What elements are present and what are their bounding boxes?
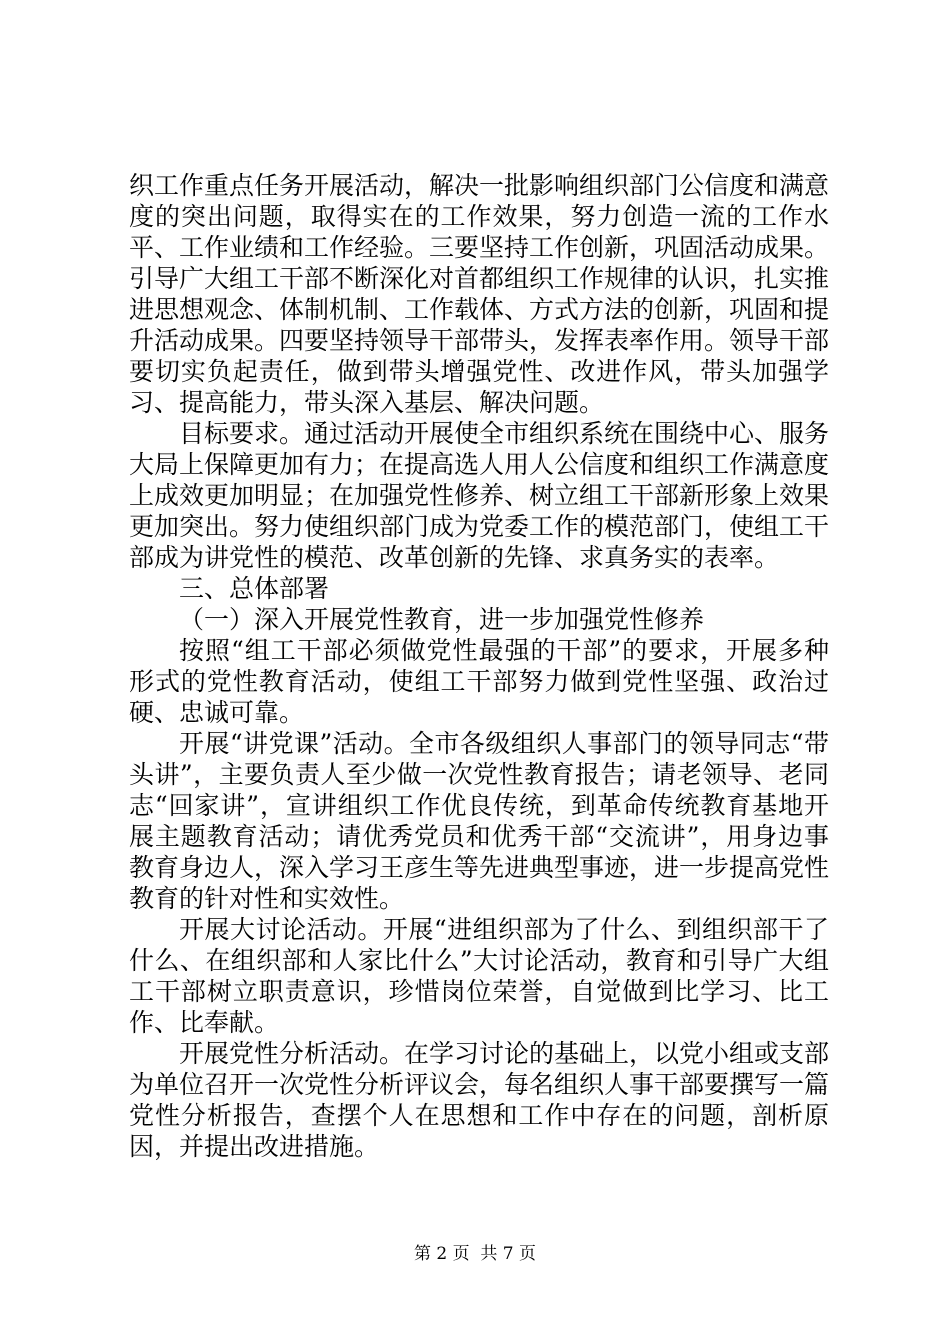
document-body — [129, 170, 829, 1162]
paragraph-analysis: 开展党性分析活动。在学习讨论的基础上，以党小组或支部为单位召开一次党性分析评议会，每名组织人事干部要撰写一篇党性分析报告，查摆个人在思想和工作中存在的问题，剖析原因，并提出改进措施。 — [129, 1039, 830, 1161]
paragraph-1: 织工作重点任务开展活动，解决一批影响组织部门公信度和满意度的突出问题，取得实在的工作效果，努力创造一流的工作水平、工作业绩和工作经验。三要坚持工作创新，巩固活动成果。引导广大组工干部不断深化对首都组织工作规律的认识，扎实推进思想观念、体制机制、工作载体、方式方法的创新，巩固和提升活动成果。四要坚持领导干部带头，发挥表率作用。领导干部要切实负起责任，做到带头增强党性、改进作风，带头加强学习、提高能力，带头深入基层、解决问题。 — [129, 171, 830, 417]
paragraph-goals: 目标要求。通过活动开展使全市组织系统在围绕中心、服务大局上保障更加有力；在提高选人用人公信度和组织工作满意度上成效更加明显；在加强党性修养、树立组工干部新形象上效果更加突出。努力使组织部门成为党委工作的模范部门，使组工干部成为讲党性的模范、改革创新的先锋、求真务实的表率。 — [129, 419, 830, 572]
paragraph-requirement: 按照“组工干部必须做党性最强的干部”的要求，开展多种形式的党性教育活动，使组工干部努力做到党性坚强、政治过硬、忠诚可靠。 — [129, 636, 829, 727]
paragraph-party-lecture: 开展“讲党课”活动。全市各级组织人事部门的领导同志“带头讲”，主要负责人至少做一次党性教育报告；请老领导、老同志“回家讲”，宣讲组织工作优良传统，到革命传统教育基地开展主题教育活动；请优秀党员和优秀干部“交流讲”，用身边事教育身边人，深入学习王彦生等先进典型事迹，进一步提高党性教育的针对性和实效性。 — [129, 729, 830, 913]
section-heading: 三、总体部署 — [179, 574, 330, 603]
paragraph-discussion: 开展大讨论活动。开展“进组织部为了什么、到组织部干了什么、在组织部和人家比什么”大讨论活动，教育和引导广大组工干部树立职责意识，珍惜岗位荣誉，自觉做到比学习、比工作、比奉献。 — [129, 915, 829, 1037]
subsection-heading: （一）深入开展党性教育，进一步加强党性修养 — [179, 605, 705, 634]
page-footer: 第 2 页 共 7 页 — [413, 1244, 537, 1264]
